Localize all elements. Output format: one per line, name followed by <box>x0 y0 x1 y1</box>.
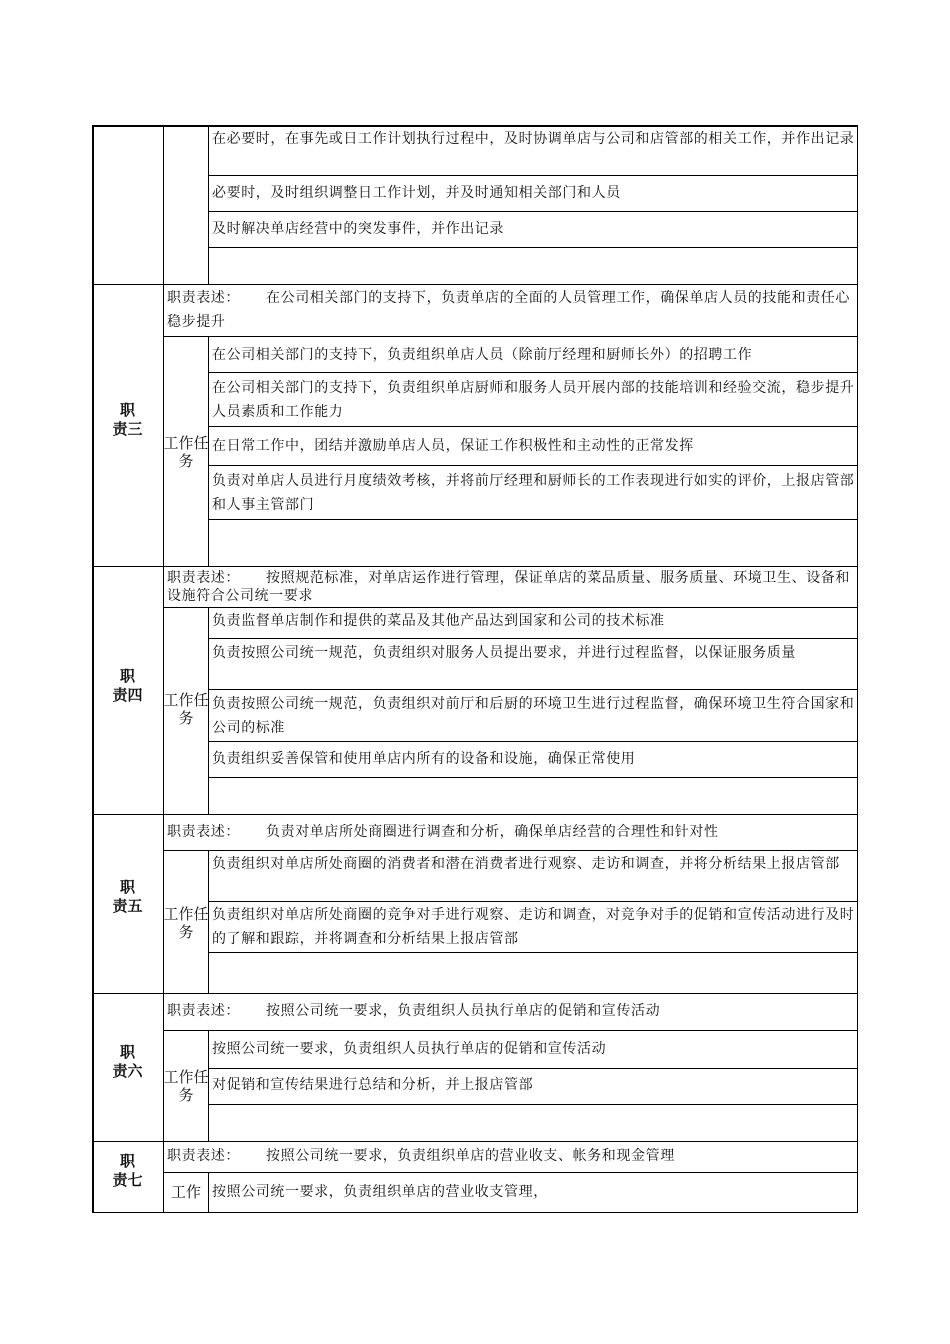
task-text: 在公司相关部门的支持下，负责组织单店厨师和服务人员开展内部的技能培训和经验交流，稳步提升人员素质和工作能力 <box>212 380 855 420</box>
task-row-divider <box>208 426 858 427</box>
section-divider <box>92 284 858 285</box>
section-divider <box>92 566 858 567</box>
task-row-divider <box>208 247 858 248</box>
duty-7-label-line2: 责七 <box>112 1171 143 1189</box>
duty-5-label-line1: 职 <box>119 878 135 896</box>
task-text: 在必要时，在事先或日工作计划执行过程中，及时协调单店与公司和店管部的相关工作，并作出记录 <box>212 131 855 147</box>
task-row-divider <box>208 372 858 373</box>
description-prefix: 职责表述： <box>167 824 240 840</box>
task-row-divider <box>208 1068 858 1069</box>
description-prefix: 职责表述： <box>167 1003 240 1019</box>
task-text: 负责对单店人员进行月度绩效考核，并将前厅经理和厨师长的工作表现进行如实的评价，上报店管部和人事主管部门 <box>212 473 855 513</box>
description-prefix: 职责表述： <box>167 570 240 586</box>
duty-4-label-line1: 职 <box>119 667 135 685</box>
duty-5-task-label: 工作任务 <box>163 905 209 941</box>
description-divider <box>163 336 858 337</box>
section-divider <box>92 1141 858 1142</box>
description-body: 按照规范标准，对单店运作进行管理，保证单店的菜品质量、服务质量、环境卫生、设备和设施符合公司统一要求 <box>167 570 850 604</box>
task-text: 在日常工作中，团结并激励单店人员，保证工作积极性和主动性的正常发挥 <box>212 438 694 454</box>
task-text: 必要时，及时组织调整日工作计划，并及时通知相关部门和人员 <box>212 185 621 201</box>
task-row-divider <box>208 1104 858 1105</box>
task-text: 负责组织对单店所处商圈的消费者和潜在消费者进行观察、走访和调查，并将分析结果上报店管部 <box>212 856 840 872</box>
task-row-divider <box>208 901 858 902</box>
description-prefix: 职责表述： <box>167 1148 240 1164</box>
section-divider <box>92 993 858 994</box>
task-text: 及时解决单店经营中的突发事件，并作出记录 <box>212 221 504 237</box>
duty-4-task-label: 工作任务 <box>163 691 209 727</box>
task-row-divider <box>208 952 858 953</box>
duty-6-label-line2: 责六 <box>112 1062 143 1080</box>
description-body: 在公司相关部门的支持下，负责单店的全面的人员管理工作，确保单店人员的技能和责任心稳步提升 <box>167 290 850 330</box>
task-row-divider <box>208 465 858 466</box>
duty-5-description <box>167 820 856 844</box>
description-body: 按照公司统一要求，负责组织人员执行单店的促销和宣传活动 <box>266 1003 661 1019</box>
task-row-divider <box>208 175 858 176</box>
task-row-divider <box>208 519 858 520</box>
label-column-divider <box>163 125 164 1213</box>
description-body: 按照公司统一要求，负责组织单店的营业收支、帐务和现金管理 <box>266 1148 675 1164</box>
duty-5-label-line2: 责五 <box>112 897 143 915</box>
duty-3-label <box>92 401 163 439</box>
task-text: 按照公司统一要求，负责组织人员执行单店的促销和宣传活动 <box>212 1041 607 1057</box>
duty-7-label-line1: 职 <box>119 1152 135 1170</box>
task-text: 在公司相关部门的支持下，负责组织单店人员（除前厅经理和厨师长外）的招聘工作 <box>212 347 753 363</box>
task-text: 负责监督单店制作和提供的菜品及其他产品达到国家和公司的技术标准 <box>212 613 665 629</box>
duty-3-label-line1: 职 <box>119 401 135 419</box>
task-text: 对促销和宣传结果进行总结和分析，并上报店管部 <box>212 1077 534 1093</box>
duty-6-label <box>92 1043 163 1081</box>
task-text: 负责组织妥善保管和使用单店内所有的设备和设施，确保正常使用 <box>212 751 636 767</box>
task-row-divider <box>208 741 858 742</box>
duty-4-label <box>92 667 163 705</box>
task-row-divider <box>208 638 858 639</box>
task-row-divider <box>208 689 858 690</box>
duty-3-label-line2: 责三 <box>112 420 143 438</box>
duty-7-task-label: 工作 <box>170 1183 201 1201</box>
description-body: 负责对单店所处商圈进行调查和分析，确保单店经营的合理性和针对性 <box>266 824 719 840</box>
task-row-divider <box>208 777 858 778</box>
task-text: 按照公司统一要求，负责组织单店的营业收支管理， <box>212 1184 548 1200</box>
duty-3-task-label: 工作任务 <box>163 434 209 470</box>
duty-7-label <box>92 1152 163 1190</box>
duty-3-description <box>167 286 856 334</box>
duty-6-description <box>167 999 856 1023</box>
section-divider <box>92 814 858 815</box>
description-divider <box>163 1030 858 1031</box>
duty-6-label-line1: 职 <box>119 1043 135 1061</box>
duty-4-label-line2: 责四 <box>112 686 143 704</box>
description-divider <box>163 607 858 608</box>
duty-6-task-label: 工作任务 <box>163 1068 209 1104</box>
duty-5-label <box>92 878 163 916</box>
duty-4-description <box>167 569 856 605</box>
duty-7-description <box>167 1144 856 1168</box>
task-column-divider-top <box>208 125 209 284</box>
description-divider <box>163 1172 858 1173</box>
task-text: 负责按照公司统一规范，负责组织对前厅和后厨的环境卫生进行过程监督，确保环境卫生符合国家和公司的标准 <box>212 696 855 736</box>
task-row-divider <box>208 211 858 212</box>
description-prefix: 职责表述： <box>167 290 240 306</box>
task-text: 负责组织对单店所处商圈的竞争对手进行观察、走访和调查，对竞争对手的促销和宣传活动进行及时的了解和跟踪，并将调查和分析结果上报店管部 <box>212 907 855 947</box>
task-text: 负责按照公司统一规范，负责组织对服务人员提出要求，并进行过程监督，以保证服务质量 <box>212 645 796 661</box>
description-divider <box>163 850 858 851</box>
